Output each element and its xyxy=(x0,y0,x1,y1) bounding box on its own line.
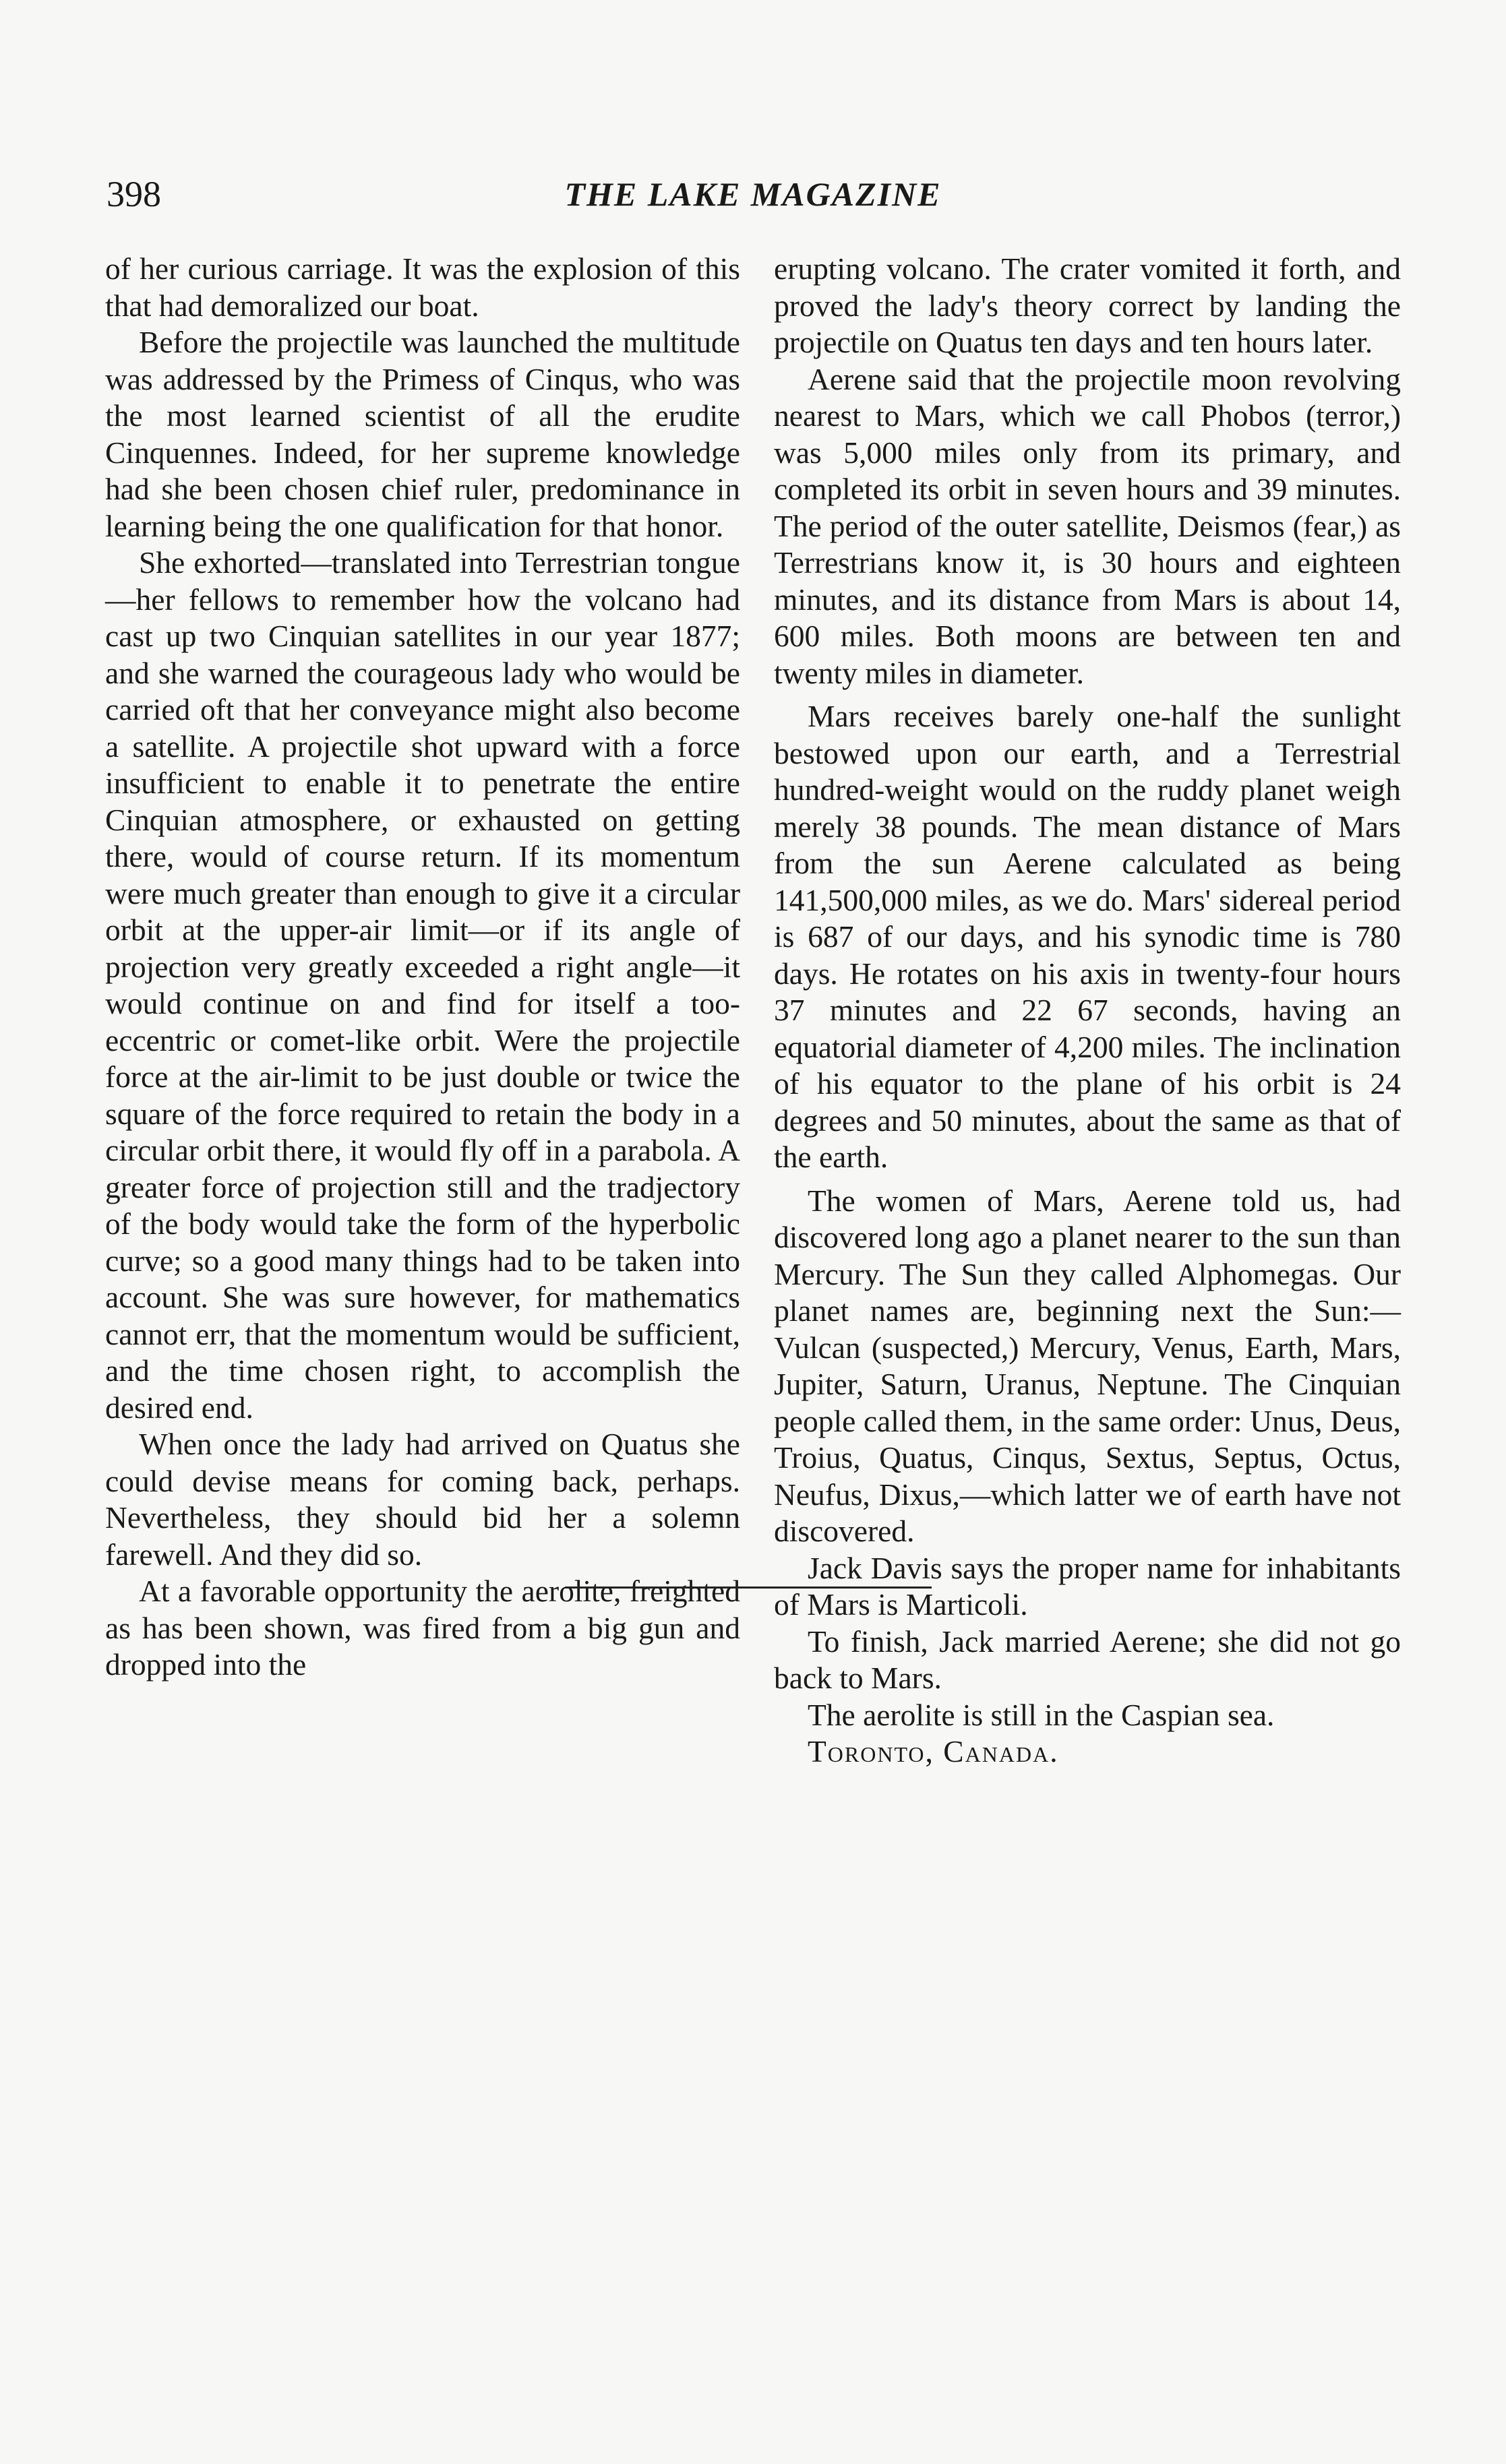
paragraph: When once the lady had arrived on Quatus she could devise means for coming back, perhaps. Nevertheless, they should bid her a solemn farewell. And they did so. xyxy=(105,1427,740,1572)
paragraph: The women of Mars, Aerene told us, had discovered long ago a planet nearer to the sun than Mercury. The Sun they called Alphomegas. Our planet names are, beginning next the Sun:—Vulcan (suspected,) Mercury, Venus, Earth, Mars, Jupiter, Saturn, Uranus, Neptune. The Cinquian people called them, in the same order: Unus, Deus, Troius, Quatus, Cinqus, Sextus, Septus, Octus, Neufus, Dixus,—which latter we of earth have not discovered. xyxy=(774,1183,1401,1548)
paragraph: erupting volcano. The crater vomited it forth, and proved the lady's theory correct by landing the projectile on Quatus ten days and ten hours later. xyxy=(774,251,1401,359)
paragraph: Aerene said that the projectile moon revolving nearest to Mars, which we call Phobos (terror,) was 5,000 miles only from its primary, and completed its orbit in seven hours and 39 minutes. The period of the outer satellite, Deismos (fear,) as Terrestrians know it, is 30 hours and eighteen minutes, and its distance from Mars is about 14, 600 miles. Both moons are between ten and twenty miles in diameter. xyxy=(774,361,1401,690)
paragraph: of her curious carriage. It was the explosion of this that had demoralized our boat. xyxy=(105,251,740,323)
paragraph: To finish, Jack married Aerene; she did not go back to Mars. xyxy=(774,1624,1401,1695)
page-number: 398 xyxy=(107,174,161,214)
paragraph: At a favorable opportunity the aerolite, freighted as has been shown, was fired from a big gun and dropped into the xyxy=(105,1574,740,1682)
right-column xyxy=(774,251,1401,1770)
paragraph: Before the projectile was launched the multitude was addressed by the Primess of Cinqus, who was the most learned scientist of all the erudite Cinquennes. Indeed, for her supreme knowledge had she been chosen chief ruler, predominance in learning being the one qualification for that honor. xyxy=(105,325,740,543)
author-location: Toronto, Canada. xyxy=(808,1734,1059,1768)
paragraph: She exhorted—translated into Terrestrian tongue—her fellows to remember how the volcano had cast up two Cinquian satellites in our year 1877; and she warned the courageous lady who would be carried oft that her conveyance might also become a satellite. A projectile shot upward with a force insufficient to enable it to penetrate the entire Cinquian atmosphere, or exhausted on getting there, would of course return. If its momentum were much greater than enough to give it a circular orbit at the upper-air limit—or if its angle of projection very greatly exceeded a right angle—it would continue on and find for itself a too-eccentric or comet-like orbit. Were the projectile force at the air-limit to be just double or twice the square of the force required to retain the body in a circular orbit there, it would fly off in a parabola. A greater force of projection still and the tradjectory of the body would take the form of the hyperbolic curve; so a good many things had to be taken into account. She was sure however, for mathematics cannot err, that the momentum would be sufficient, and the time chosen right, to accomplish the desired end. xyxy=(105,545,740,1425)
left-column xyxy=(105,251,740,1684)
running-head: THE LAKE MAGAZINE xyxy=(564,175,942,213)
paragraph: Mars receives barely one-half the sunlight bestowed upon our earth, and a Terrestrial hundred-weight would on the ruddy planet weigh merely 38 pounds. The mean distance of Mars from the sun Aerene calculated as being 141,500,000 miles, as we do. Mars' sidereal period is 687 of our days, and his synodic time is 780 days. He rotates on his axis in twenty-four hours 37 minutes and 22 67 seconds, having an equatorial diameter of 4,200 miles. The inclination of his equator to the plane of his orbit is 24 degrees and 50 minutes, about the same as that of the earth. xyxy=(774,699,1401,1174)
paragraph: The aerolite is still in the Caspian sea. xyxy=(808,1697,1275,1732)
paragraph: Jack Davis says the proper name for inhabitants of Mars is Marticoli. xyxy=(774,1550,1401,1622)
end-rule xyxy=(565,1587,932,1589)
